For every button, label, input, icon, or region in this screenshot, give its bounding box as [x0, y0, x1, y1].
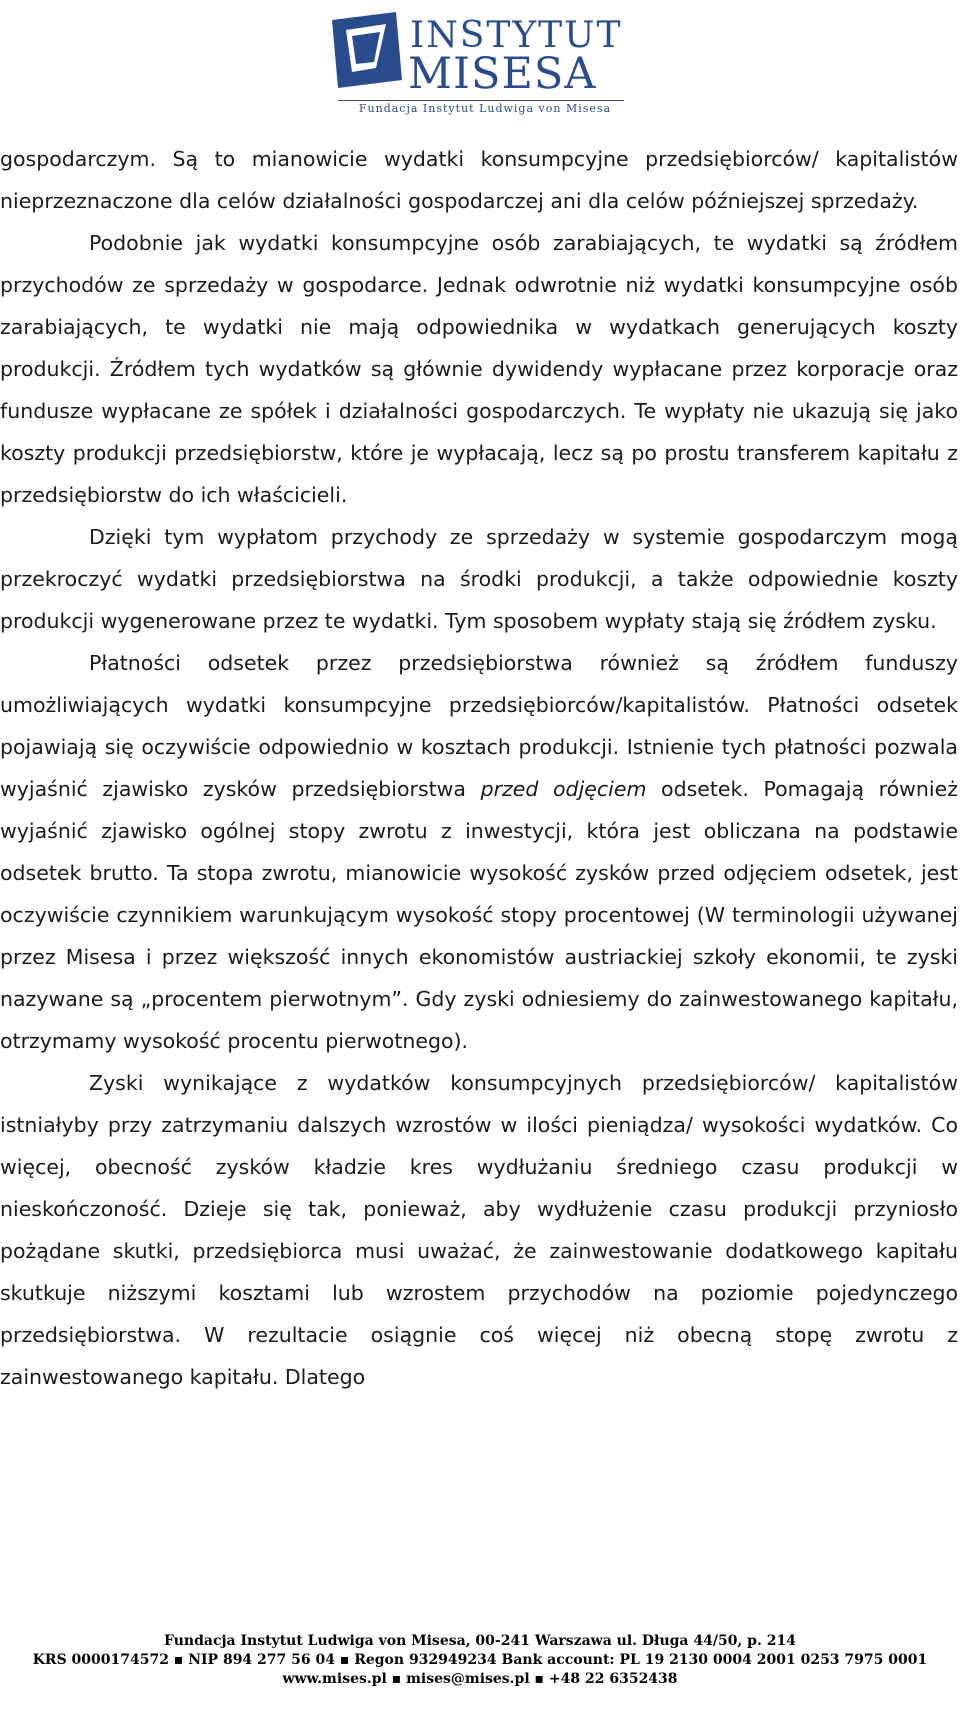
instytut-misesa-logo [330, 8, 630, 120]
footer-address: Fundacja Instytut Ludwiga von Misesa, 00-241 Warszawa ul. Długa 44/50, p. 214 [164, 1633, 796, 1649]
paragraph-1: gospodarczym. Są to mianowicie wydatki konsumpcyjne przedsiębiorców/ kapitalistów nieprzeznaczone dla celów działalności gospodarczej ani dla celów późniejszej sprzedaży. [0, 147, 958, 213]
paragraph-2: Podobnie jak wydatki konsumpcyjne osób zarabiających, te wydatki są źródłem przychodów ze sprzedaży w gospodarce. Jednak odwrotnie niż wydatki konsumpcyjne osób zarabiających, te wydatki nie mają odpowiednika w wydatkach generujących koszty produkcji. Źródłem tych wydatków są głównie dywidendy wypłacane przez korporacje oraz fundusze wypłacane ze spółek i działalności gospodarczych. Te wypłaty nie ukazują się jako koszty produkcji przedsiębiorstw, które je wypłacają, lecz są po prostu transferem kapitału z przedsiębiorstw do ich właścicieli. [0, 231, 958, 507]
logo-text-instytut: INSTYTUT [410, 15, 623, 56]
page-header [0, 8, 960, 120]
paragraph-3: Dzięki tym wypłatom przychody ze sprzedaży w systemie gospodarczym mogą przekroczyć wydatki przedsiębiorstwa na środki produkcji, a także odpowiednie koszty produkcji wygenerowane przez te wydatki. Tym sposobem wypłaty stają się źródłem zysku. [0, 525, 958, 633]
footer-contact: www.mises.pl ▪ mises@mises.pl ▪ +48 22 6352438 [282, 1671, 678, 1687]
logo-text-misesa: MISESA [408, 49, 597, 99]
paragraph-5: Zyski wynikające z wydatków konsumpcyjnych przedsiębiorców/ kapitalistów istniałyby przy zatrzymaniu dalszych wzrostów w ilości pieniądza/ wysokości wydatków. Co więcej, obecność zysków kładzie kres wydłużaniu średniego czasu produkcji w nieskończoność. Dzieje się tak, ponieważ, aby wydłużenie czasu produkcji przyniosło pożądane skutki, przedsiębiorca musi uważać, że zainwestowanie dodatkowego kapitału skutkuje niższymi kosztami lub wzrostem przychodów na poziomie pojedynczego przedsiębiorstwa. W rezultacie osiągnie coś więcej niż obecną stopę zwrotu z zainwestowanego kapitału. Dlatego [0, 1071, 958, 1389]
paragraph-4-part-1: Płatności odsetek przez przedsiębiorstwa również są źródłem funduszy umożliwiających wydatki konsumpcyjne przedsiębiorców/kapitalistów. Płatności odsetek pojawiają się oczywiście odpowiednio w kosztach produkcji. Istnienie tych płatności pozwala wyjaśnić zjawisko zysków przedsiębiorstwa [0, 651, 958, 801]
page-footer [0, 1632, 960, 1689]
paragraph-4-italic: przed odjęciem [480, 777, 647, 801]
logo-tagline: Fundacja Instytut Ludwiga von Misesa [358, 102, 612, 115]
footer-registry: KRS 0000174572 ▪ NIP 894 277 56 04 ▪ Regon 932949234 Bank account: PL 19 2130 0004 2001 0253 7975 0001 [32, 1652, 928, 1668]
logo-mark-icon [330, 10, 406, 90]
paragraph-4-part-2: odsetek. Pomagają również wyjaśnić zjawisko ogólnej stopy zwrotu z inwestycji, która jest obliczana na podstawie odsetek brutto. Ta stopa zwrotu, mianowicie wysokość zysków przed odjęciem odsetek, jest oczywiście czynnikiem warunkującym wysokość stopy procentowej (W terminologii używanej przez Misesa i przez większość innych ekonomistów austriackiej szkoły ekonomii, te zyski nazywane są „procentem pierwotnym”. Gdy zyski odniesiemy do zainwestowanego kapitału, otrzymamy wysokość procentu pierwotnego). [0, 777, 958, 1053]
paragraph-4 [0, 642, 958, 1062]
logo-divider [338, 100, 624, 101]
document-body [0, 138, 958, 1398]
